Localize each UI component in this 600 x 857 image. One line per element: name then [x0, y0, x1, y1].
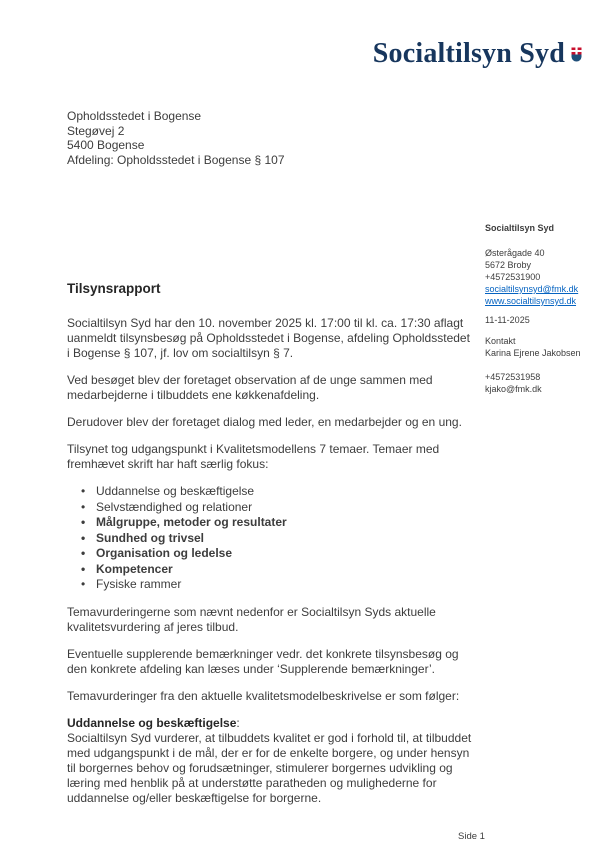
sender-website-link[interactable]: www.socialtilsynsyd.dk [485, 296, 577, 306]
theme-section-body: Socialtilsyn Syd vurderer, at tilbuddets kvalitet er god i forhold til, at tilbuddet med udgangspunkt i de mål, der er for de enkelte borgere, og under hensyn til borgernes behov og forudsætninger, stimulerer borgernes udvikling og læring med henblik på at understøtte paratheden og mulighederne for uddannelse og/eller beskæftigelse for borgerne. [67, 730, 472, 805]
paragraph-supplementary-note: Eventuelle supplerende bemærkninger vedr. det konkrete tilsynsbesøg og den konkrete afdeling kan læses under ‘Supplerende bemærkninger’. [67, 646, 459, 676]
paragraph-observation: Ved besøget blev der foretaget observation af de unge sammen med medarbejderne i tilbuddets ene køkkenafdeling. [67, 373, 433, 402]
sender-org-name: Socialtilsyn Syd [485, 223, 555, 233]
list-item: • Organisation og ledelse [81, 546, 474, 562]
document-date: 11-11-2025 [485, 315, 530, 325]
contact-phone: +4572531958 [485, 372, 541, 382]
contact-name: Karina Ejrene Jakobsen [485, 348, 581, 358]
list-item: • Kompetencer [81, 562, 474, 578]
list-item: • Sundhed og trivsel [81, 531, 474, 547]
recipient-department: Afdeling: Opholdsstedet i Bogense § 107 [67, 152, 285, 167]
theme-section-heading-suffix: : [236, 715, 240, 730]
theme-section-heading: Uddannelse og beskæftigelse [67, 715, 237, 730]
list-item: • Selvstændighed og relationer [81, 500, 474, 516]
list-item: • Målgruppe, metoder og resultater [81, 515, 474, 531]
list-item: • Fysiske rammer [81, 577, 474, 593]
recipient-name: Opholdsstedet i Bogense [67, 109, 202, 123]
sender-city: 5672 Broby [485, 260, 532, 270]
paragraph-quality-model-intro: Tilsynet tog udgangspunkt i Kvalitetsmodellens 7 temaer. Temaer med fremhævet skrift har haft særlig fokus: [67, 442, 440, 471]
paragraph-assessment-note: Temavurderingerne som nævnt nedenfor er Socialtilsyn Syds aktuelle kvalitetsvurdering af jeres tilbud. [67, 604, 436, 634]
sender-email-link[interactable]: socialtilsynsyd@fmk.dk [485, 284, 579, 294]
sender-street: Østerågade 40 [485, 248, 545, 258]
org-logo-text: Socialtilsyn Syd [372, 38, 565, 69]
paragraph-theme-assessments-intro: Temavurderinger fra den aktuelle kvalitetsmodelbeskrivelse er som følger: [67, 688, 460, 703]
paragraph-visit-summary: Socialtilsyn Syd har den 10. november 2025 kl. 17:00 til kl. ca. 17:30 aflagt uanmeldt tilsynsbesøg på Opholdsstedet i Bogense, afdeling Opholdsstedet i Bogense § 107, jf. lov om socialtilsyn § 7. [67, 316, 470, 360]
sender-info-sidebar [485, 222, 587, 395]
page-number: Side 1 [458, 831, 485, 842]
theme-bullet-list [67, 484, 474, 593]
recipient-address-block [67, 109, 285, 167]
theme-section [67, 716, 474, 806]
list-item: • Uddannelse og beskæftigelse [81, 484, 474, 500]
page-title: Tilsynsrapport [67, 281, 161, 296]
report-body [67, 281, 474, 806]
contact-label: Kontakt [485, 336, 516, 346]
recipient-street: Stegøvej 2 [67, 123, 125, 138]
recipient-city: 5400 Bogense [67, 138, 145, 153]
contact-email: kjako@fmk.dk [485, 384, 542, 394]
org-logo [373, 38, 582, 70]
danish-crest-icon [571, 47, 582, 67]
sender-phone: +4572531900 [485, 272, 541, 282]
paragraph-dialog: Derudover blev der foretaget dialog med leder, en medarbejder og en ung. [67, 415, 462, 429]
